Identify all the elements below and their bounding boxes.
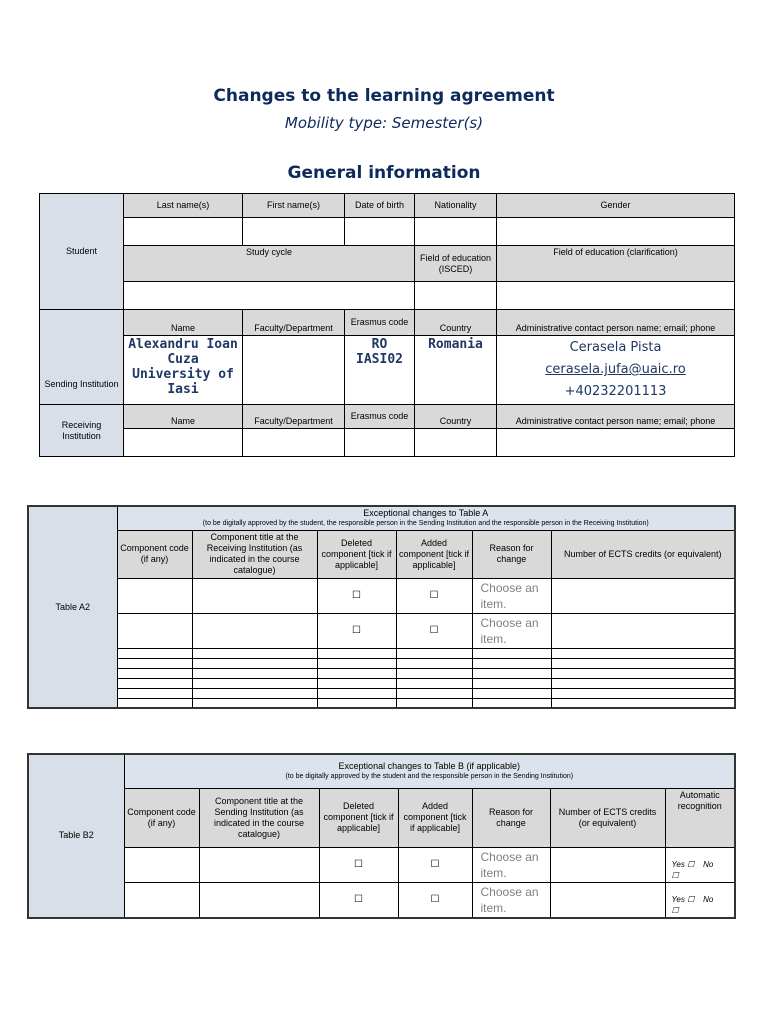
sending-institution-name: Alexandru Ioan Cuza University of Iasi [124, 336, 243, 405]
b2-header-code: Component code (if any) [124, 788, 199, 847]
receiving-name-field[interactable] [124, 429, 243, 457]
b2-deleted-checkbox[interactable]: ☐ [319, 847, 398, 882]
date-of-birth-field[interactable] [345, 218, 415, 246]
b2-recognition-cell [665, 882, 735, 918]
header-study-cycle: Study cycle [124, 246, 415, 282]
b2-recognition-no-label: No [703, 859, 714, 869]
header-field-isced: Field of education (ISCED) [415, 246, 497, 282]
sending-header-contact: Administrative contact person name; email; phone [497, 310, 735, 336]
general-info-table [39, 193, 735, 457]
b2-recognition-yes-checkbox[interactable]: Yes ☐ [671, 859, 695, 869]
receiving-contact-field[interactable] [497, 429, 735, 457]
b2-recognition-cell [665, 847, 735, 882]
a2-added-checkbox[interactable]: ☐ [396, 613, 472, 648]
b2-title-cell[interactable] [199, 882, 319, 918]
b2-recognition-no-checkbox[interactable]: ☐ [671, 905, 679, 915]
b2-header-title: Component title at the Sending Institution (as indicated in the course catalogue) [199, 788, 319, 847]
table-a2 [27, 505, 736, 709]
a2-ects-cell[interactable] [551, 613, 735, 648]
receiving-header-country: Country [415, 405, 497, 429]
nationality-field[interactable] [415, 218, 497, 246]
first-name-field[interactable] [243, 218, 345, 246]
a2-header-ects: Number of ECTS credits (or equivalent) [551, 530, 735, 578]
b2-header-added: Added component [tick if applicable] [398, 788, 472, 847]
b2-header-ects: Number of ECTS credits (or equivalent) [550, 788, 665, 847]
receiving-header-faculty: Faculty/Department [243, 405, 345, 429]
b2-deleted-checkbox[interactable]: ☐ [319, 882, 398, 918]
table-a2-label: Table A2 [28, 506, 117, 708]
a2-header-added: Added component [tick if applicable] [396, 530, 472, 578]
sending-header-country: Country [415, 310, 497, 336]
receiving-header-contact: Administrative contact person name; email; phone [497, 405, 735, 429]
b2-ects-cell[interactable] [550, 847, 665, 882]
sending-header-name: Name [124, 310, 243, 336]
receiving-country-field[interactable] [415, 429, 497, 457]
receiving-erasmus-code-field[interactable] [345, 429, 415, 457]
b2-code-cell[interactable] [124, 847, 199, 882]
table-row [28, 613, 735, 648]
header-last-name: Last name(s) [124, 194, 243, 218]
table-b2 [27, 753, 736, 919]
a2-added-checkbox[interactable]: ☐ [396, 578, 472, 613]
receiving-institution-label: Receiving Institution [40, 405, 124, 457]
sending-header-faculty: Faculty/Department [243, 310, 345, 336]
table-row [28, 578, 735, 613]
b2-added-checkbox[interactable]: ☐ [398, 847, 472, 882]
table-a2-note: (to be digitally approved by the student, the responsible person in the Sending Institution and the responsible person in the Receiving Institution) [202, 520, 649, 528]
header-date-of-birth: Date of birth [345, 194, 415, 218]
b2-header-recognition: Automatic recognition [665, 788, 735, 847]
sending-header-erasmus-code: Erasmus code [345, 310, 415, 336]
header-first-name: First name(s) [243, 194, 345, 218]
b2-header-reason: Reason for change [472, 788, 550, 847]
b2-added-checkbox[interactable]: ☐ [398, 882, 472, 918]
a2-code-cell[interactable] [117, 578, 192, 613]
b2-title-cell[interactable] [199, 847, 319, 882]
table-b2-title-text: Exceptional changes to Table B (if applicable) [338, 761, 520, 772]
sending-contact-name: Cerasela Pista [569, 340, 662, 355]
sending-faculty-field[interactable] [243, 336, 345, 405]
b2-recognition-no-checkbox[interactable]: ☐ [671, 870, 679, 880]
table-a2-title [117, 506, 735, 530]
a2-reason-dropdown[interactable]: Choose an item. [472, 578, 551, 613]
field-clarification-field[interactable] [497, 282, 735, 310]
a2-title-cell[interactable] [192, 578, 317, 613]
receiving-header-erasmus-code: Erasmus code [345, 405, 415, 429]
b2-recognition-yes-checkbox[interactable]: Yes ☐ [671, 894, 695, 904]
header-nationality: Nationality [415, 194, 497, 218]
table-row [28, 847, 735, 882]
a2-header-code: Component code (if any) [117, 530, 192, 578]
table-a2-title-text: Exceptional changes to Table A [363, 508, 489, 519]
a2-reason-dropdown[interactable]: Choose an item. [472, 613, 551, 648]
a2-title-cell[interactable] [192, 613, 317, 648]
b2-recognition-no-label: No [703, 894, 714, 904]
sending-contact [497, 336, 735, 405]
table-b2-note: (to be digitally approved by the student and the responsible person in the Sending Institution) [285, 773, 574, 781]
a2-code-cell[interactable] [117, 613, 192, 648]
sending-erasmus-code: RO IASI02 [345, 336, 415, 405]
sending-contact-email-link[interactable]: cerasela.jufa@uaic.ro [545, 362, 686, 377]
field-isced-field[interactable] [415, 282, 497, 310]
section-title: General information [287, 163, 481, 183]
study-cycle-field[interactable] [124, 282, 415, 310]
header-field-clarification: Field of education (clarification) [497, 246, 735, 282]
table-b2-title [124, 754, 735, 788]
sending-contact-phone: +40232201113 [564, 384, 667, 399]
gender-field[interactable] [497, 218, 735, 246]
sending-country: Romania [415, 336, 497, 405]
b2-reason-dropdown[interactable]: Choose an item. [472, 847, 550, 882]
sending-institution-label: Sending Institution [40, 310, 124, 405]
table-row [28, 882, 735, 918]
a2-deleted-checkbox[interactable]: ☐ [317, 613, 396, 648]
receiving-faculty-field[interactable] [243, 429, 345, 457]
a2-header-deleted: Deleted component [tick if applicable] [317, 530, 396, 578]
b2-reason-dropdown[interactable]: Choose an item. [472, 882, 550, 918]
a2-deleted-checkbox[interactable]: ☐ [317, 578, 396, 613]
a2-ects-cell[interactable] [551, 578, 735, 613]
document-title: Changes to the learning agreement [213, 86, 555, 106]
b2-code-cell[interactable] [124, 882, 199, 918]
b2-ects-cell[interactable] [550, 882, 665, 918]
last-name-field[interactable] [124, 218, 243, 246]
table-b2-label: Table B2 [28, 754, 124, 918]
student-label: Student [40, 194, 124, 310]
receiving-header-name: Name [124, 405, 243, 429]
a2-header-title: Component title at the Receiving Institution (as indicated in the course catalogue) [192, 530, 317, 578]
document-subtitle: Mobility type: Semester(s) [284, 114, 484, 132]
header-gender: Gender [497, 194, 735, 218]
a2-header-reason: Reason for change [472, 530, 551, 578]
b2-header-deleted: Deleted component [tick if applicable] [319, 788, 398, 847]
